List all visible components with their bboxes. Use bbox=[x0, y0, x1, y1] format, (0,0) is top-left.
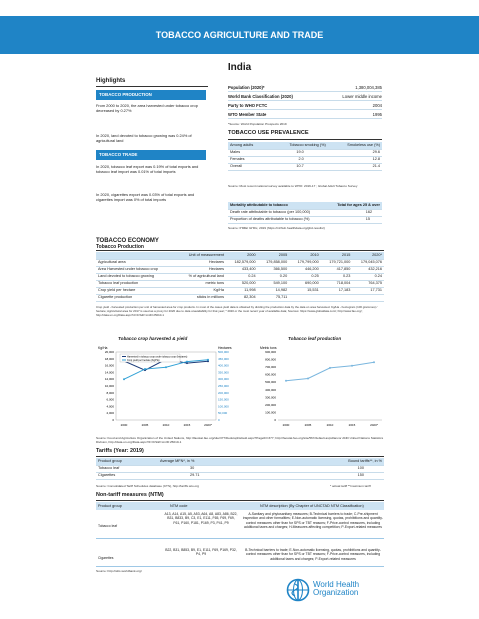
cell: 764,375 bbox=[352, 280, 384, 287]
y-tick-label: 200,000 bbox=[265, 402, 276, 407]
info-label: Population (2020)* bbox=[228, 85, 265, 90]
cell: Cigarette production bbox=[96, 294, 176, 301]
country-name: India bbox=[227, 62, 252, 73]
x-tick-label: 2005 bbox=[304, 423, 312, 427]
cell: 17,731 bbox=[352, 287, 384, 294]
y2-axis-label: Hectares bbox=[218, 346, 232, 350]
y2-tick-label: 300,000 bbox=[218, 377, 229, 382]
econ-header: Unit of measurement bbox=[176, 252, 226, 259]
table-row bbox=[96, 465, 384, 472]
cell: Males bbox=[228, 149, 268, 156]
info-row bbox=[228, 102, 382, 110]
y-tick-label: 18,000 bbox=[104, 356, 114, 361]
ntm-header-2: NTM description (By Chapter of UNCTAD NTM Classification) bbox=[260, 504, 364, 508]
y2-tick-label: 500,000 bbox=[218, 350, 229, 354]
info-value: 1,380,004,385 bbox=[355, 85, 382, 90]
chart-1-title: Tobacco crop harvested & yield bbox=[118, 336, 188, 341]
cell: 0.24 bbox=[352, 273, 384, 280]
x-tick-label: 2020* bbox=[370, 423, 378, 427]
table-row bbox=[228, 163, 382, 170]
x-tick-label: 2015 bbox=[183, 423, 191, 427]
tariff-header-1: Average MFN*, in % bbox=[158, 458, 279, 465]
cell: Area Harvested under tobacco crop bbox=[96, 266, 176, 273]
mortality-note: Source: IHME/ GHDx, 2019 (https://vizhub.healthdata.org/gbd-results/) bbox=[228, 226, 325, 230]
table-row bbox=[228, 209, 382, 216]
prevalence-title: TOBACCO USE PREVALENCE bbox=[228, 130, 309, 136]
cell: 0.24 bbox=[226, 273, 258, 280]
cell: 12.8 bbox=[328, 156, 382, 163]
cell bbox=[352, 294, 384, 301]
divider bbox=[96, 538, 384, 539]
ntm-header-0: Product group bbox=[98, 504, 122, 508]
prev-header-2: Smokeless use (%) bbox=[328, 142, 382, 149]
economy-note: Crop yield - harvested production per unit of harvested area for crop products. In most of the cases yield data is obtained by dividing the production data by the data on area harvested. Kg/Ha - hectogram (100 grammes) / hectare; Agricultural area for 2017 is used as a proxy for 2020 due to data unavailability for that year; * 2020 or the most recent year of available data; Sources: https://www.globaldata.com/; http://www.fao.org/; http://data.un.org/Data.aspx?d=ICS&f=cmID:25010-1 bbox=[96, 305, 378, 317]
data-point bbox=[285, 380, 287, 382]
cell: 433,400 bbox=[226, 266, 258, 273]
table-row bbox=[96, 259, 384, 266]
chart-2-title: Tobacco leaf production bbox=[288, 336, 342, 341]
y-axis-label: Kg/Ha bbox=[98, 346, 108, 350]
divider bbox=[96, 456, 384, 457]
tariffs-footnote: * actual tariff **maximum tariff bbox=[330, 484, 371, 488]
cell: 417,850 bbox=[321, 266, 353, 273]
ntm-header bbox=[96, 502, 384, 510]
y-tick-label: 600,000 bbox=[265, 372, 276, 377]
cell: 21.4 bbox=[328, 163, 382, 170]
x-tick-label: 2010 bbox=[162, 423, 170, 427]
mortality-table bbox=[228, 202, 382, 224]
cell: Females bbox=[228, 156, 268, 163]
info-label: World Bank Classification (2020) bbox=[228, 94, 293, 99]
info-value: 1995 bbox=[372, 112, 382, 117]
y2-tick-label: 200,000 bbox=[218, 390, 229, 395]
prevalence-note: Source: Most recent national survey available to WHO: 2016-17 ; Global Adult Tobacco Survey bbox=[228, 184, 358, 188]
y-tick-label: 100,000 bbox=[265, 410, 276, 415]
table-row bbox=[96, 294, 384, 301]
x-tick-label: 2010 bbox=[326, 423, 334, 427]
cell: 446,200 bbox=[289, 266, 321, 273]
y2-tick-label: 350,000 bbox=[218, 370, 229, 375]
legend-label: Crop yield per hectare (Kg/Ha) bbox=[127, 359, 160, 362]
cell: Death rate attributable to tobacco (per 100,000) bbox=[228, 209, 326, 216]
chart-leaf-production bbox=[256, 342, 386, 432]
y-tick-label: 12,000 bbox=[104, 377, 114, 382]
table-row bbox=[96, 280, 384, 287]
cell: 549,100 bbox=[258, 280, 290, 287]
cell: Crop yield per hectare bbox=[96, 287, 176, 294]
table-row bbox=[96, 266, 384, 273]
ntm-title: Non-tariff measures (NTM) bbox=[96, 492, 164, 498]
y-tick-label: 16,000 bbox=[104, 363, 114, 368]
cell: Agricultural area bbox=[96, 259, 176, 266]
header-title: TOBACCO AGRICULTURE AND TRADE bbox=[155, 30, 324, 40]
y2-tick-label: 50,000 bbox=[218, 411, 228, 416]
y-tick-label: 700,000 bbox=[265, 365, 276, 370]
production-text-2: In 2020, land devoted to tobacco growing was 0.24% of agricultural land bbox=[96, 133, 192, 144]
production-text-1: From 2000 to 2020, the area harvested under tobacco crop decreased by 0.27% bbox=[96, 103, 198, 114]
divider bbox=[96, 500, 384, 501]
info-row bbox=[228, 111, 382, 119]
cell: 182,579,000 bbox=[226, 259, 258, 266]
mort-header-0: Mortality attributable to tobacco bbox=[228, 202, 326, 209]
y-axis-label: Metric tons bbox=[260, 346, 277, 350]
who-emblem-icon bbox=[286, 578, 310, 602]
cell: % of agricultural land bbox=[176, 273, 226, 280]
y-tick-label: 10,000 bbox=[104, 384, 114, 388]
y2-tick-label: 450,000 bbox=[218, 356, 229, 361]
y2-tick-label: 100,000 bbox=[218, 404, 229, 409]
y2-tick-label: 400,000 bbox=[218, 363, 229, 368]
cell: Tobacco leaf bbox=[96, 465, 158, 472]
data-point bbox=[144, 368, 146, 370]
x-tick-label: 2000 bbox=[120, 423, 128, 427]
divider bbox=[96, 250, 384, 251]
cell: 162 bbox=[326, 209, 382, 216]
ntm-group-0: Tobacco leaf bbox=[98, 524, 118, 528]
ntm-header-1: NTM code bbox=[170, 504, 188, 508]
y2-tick-label: 150,000 bbox=[218, 397, 229, 402]
cell: metric tons bbox=[176, 280, 226, 287]
table-row bbox=[96, 472, 384, 479]
table-row bbox=[228, 149, 382, 156]
y-tick-label: 900,000 bbox=[265, 350, 276, 354]
y-tick-label: 8,000 bbox=[106, 390, 114, 395]
who-logo bbox=[286, 578, 386, 604]
data-point bbox=[373, 361, 375, 363]
cell: 15 bbox=[326, 216, 382, 223]
divider bbox=[96, 86, 208, 87]
table-row bbox=[228, 156, 382, 163]
table-row bbox=[228, 216, 382, 223]
prevalence-table bbox=[228, 142, 382, 171]
y-tick-label: 2,000 bbox=[106, 411, 114, 416]
ntm-code-1: B22, B31, B853, B9, E1, E111, F69, P169, P32, P4, P9 bbox=[165, 548, 237, 557]
table-row bbox=[96, 287, 384, 294]
y-tick-label: 4,000 bbox=[106, 404, 114, 409]
data-point bbox=[165, 366, 167, 368]
data-point bbox=[186, 361, 188, 363]
cell: Land devoted to tobacco growing bbox=[96, 273, 176, 280]
legend-label: Harvested in tobacco crop under tobacco crop (hectares) bbox=[127, 355, 188, 359]
mort-header-1: Total for ages 25 & over bbox=[326, 202, 382, 209]
economy-title: TOBACCO ECONOMY bbox=[96, 238, 159, 244]
x-tick-label: 2000 bbox=[282, 423, 290, 427]
who-logo-line2: Organization bbox=[313, 588, 359, 598]
trade-text-1: In 2020, tobacco leaf export was 0.19% of total exports and tobacco leaf import was 0.01% of total imports bbox=[96, 164, 199, 175]
ntm-source: Source: http://wits.worldbank.org/ bbox=[96, 569, 142, 573]
data-point bbox=[329, 367, 331, 369]
production-label: TOBACCO PRODUCTION bbox=[96, 90, 206, 100]
cell: 0.25 bbox=[289, 273, 321, 280]
y2-tick-label: 0 bbox=[218, 418, 220, 422]
x-tick-label: 2020* bbox=[204, 423, 212, 427]
ntm-group-1: Cigarettes bbox=[98, 556, 114, 560]
x-tick-label: 2005 bbox=[141, 423, 149, 427]
who-logo-line1: World Health bbox=[313, 580, 360, 589]
econ-header: 2005 bbox=[258, 252, 290, 259]
cell: 15,531 bbox=[289, 287, 321, 294]
cell: 179,045,076 bbox=[352, 259, 384, 266]
info-row bbox=[228, 84, 382, 92]
cell: 0.20 bbox=[258, 273, 290, 280]
x-tick-label: 2015 bbox=[348, 423, 356, 427]
cell: 366,500 bbox=[258, 266, 290, 273]
cell: Hectares bbox=[176, 266, 226, 273]
cell: 17,183 bbox=[321, 287, 353, 294]
cell bbox=[321, 294, 353, 301]
y-tick-label: 500,000 bbox=[265, 380, 276, 385]
tariff-header-2: Bound tariffs**, in % bbox=[279, 458, 384, 465]
econ-header: 2010 bbox=[289, 252, 321, 259]
econ-header: 2015 bbox=[321, 252, 353, 259]
y-tick-label: 6,000 bbox=[106, 397, 114, 402]
chart-source: Source: Food and Agriculture Organization of the United Nations, http://faostat.fao.org/site/377/DesktopDefault.aspx?PageID=377; http://faostat.fao.org/site/567/default.aspx#ancor AND United Nations Statistics Division, http://data.un.org/Data.aspx?d=ICS&f=cmID:25010-1 bbox=[96, 436, 384, 445]
y-tick-label: 300,000 bbox=[265, 395, 276, 400]
cell: 29.71 bbox=[158, 472, 279, 479]
tariffs-title: Tariffs (Year: 2019) bbox=[96, 448, 144, 454]
y-tick-label: 0 bbox=[112, 418, 114, 422]
tariffs-source: Source: Consolidated Tariff Schedules database (CTS), http://tariffs.wto.org bbox=[96, 484, 200, 488]
trade-label: TOBACCO TRADE bbox=[96, 150, 206, 160]
cell: Overall bbox=[228, 163, 268, 170]
y-tick-label: 0 bbox=[274, 418, 276, 422]
cell: 432,216 bbox=[352, 266, 384, 273]
table-row bbox=[96, 273, 384, 280]
cell: Cigarettes bbox=[96, 472, 158, 479]
cell: 690,000 bbox=[289, 280, 321, 287]
tariff-header-0: Product group bbox=[96, 458, 158, 465]
cell: 30 bbox=[158, 465, 279, 472]
cell: 179,799,000 bbox=[289, 259, 321, 266]
y-tick-label: 400,000 bbox=[265, 387, 276, 392]
y-tick-label: 20,000 bbox=[104, 350, 114, 354]
y-tick-label: 14,000 bbox=[104, 370, 114, 375]
cell bbox=[289, 294, 321, 301]
y-tick-label: 800,000 bbox=[265, 357, 276, 362]
cell: 19.0 bbox=[268, 149, 328, 156]
chart-crop-harvested-yield bbox=[96, 342, 242, 432]
divider bbox=[228, 139, 382, 140]
cell: 82,304 bbox=[226, 294, 258, 301]
cell: 718,004 bbox=[321, 280, 353, 287]
cell: 520,000 bbox=[226, 280, 258, 287]
info-label: Party to WHO FCTC bbox=[228, 103, 268, 108]
cell: 179,721,000 bbox=[321, 259, 353, 266]
info-label: WTO Member State bbox=[228, 112, 267, 117]
cell: 75,711 bbox=[258, 294, 290, 301]
cell: Hectares bbox=[176, 259, 226, 266]
economy-subtitle: Tobacco Production bbox=[96, 244, 144, 250]
data-point bbox=[351, 365, 353, 367]
cell: 2.0 bbox=[268, 156, 328, 163]
who-logo-text bbox=[313, 581, 359, 598]
highlights-title: Highlights bbox=[96, 78, 126, 84]
info-note: *Source: World Population Prospects 2019 bbox=[228, 122, 287, 126]
cell: 150 bbox=[279, 472, 384, 479]
prev-header-1: Tobacco smoking (%) bbox=[268, 142, 328, 149]
cell: Tobacco leaf production bbox=[96, 280, 176, 287]
info-value: Lower middle income bbox=[342, 94, 382, 99]
ntm-desc-0: A-Sanitary and phytosanitary measures; B-Technical barriers to trade; C-Pre-shipment inspection and other formalities; E-Non-automatic licensing, quotas, prohibitions and quantity-control measures other than for SPS or TBT reasons; F-Price-control measures, including additional taxes and charges; H-Measures affecting competition; P-Export-related measures bbox=[242, 512, 384, 530]
info-row bbox=[228, 93, 382, 101]
cell: 0.23 bbox=[321, 273, 353, 280]
cell: 29.6 bbox=[328, 149, 382, 156]
series-line-0 bbox=[286, 362, 374, 380]
cell: 179,858,000 bbox=[258, 259, 290, 266]
prev-header-0: Among adults bbox=[228, 142, 268, 149]
tariffs-table bbox=[96, 458, 384, 480]
cell: sticks in millions bbox=[176, 294, 226, 301]
data-point bbox=[307, 378, 309, 380]
cell: Kg/Ha bbox=[176, 287, 226, 294]
cell: Proportion of deaths attributable to tobacco (%) bbox=[228, 216, 326, 223]
econ-header: 2020* bbox=[352, 252, 384, 259]
data-point bbox=[207, 359, 209, 361]
cell: 11,998 bbox=[226, 287, 258, 294]
production-table bbox=[96, 252, 384, 302]
ntm-code-0: A13, A14, A15, A5, A53, A64, A8, A83, A86, B22, B31, B833, B9, C3, E1, E111, F65, F69, F69, F61, P160, P181, P169, P3, P41, P9 bbox=[164, 512, 238, 525]
y2-tick-label: 250,000 bbox=[218, 384, 229, 388]
econ-header-blank bbox=[96, 252, 176, 259]
cell: 100 bbox=[279, 465, 384, 472]
divider bbox=[96, 566, 384, 567]
ntm-desc-1: B-Technical barriers to trade; E-Non-automatic licensing, quotas, prohibitions and quantity-control measures other than for SPS or TBT reasons; F-Price-control measures, including additional taxes and charges; P-Export-related measures bbox=[245, 548, 381, 561]
info-value: 2004 bbox=[372, 103, 382, 108]
data-point bbox=[123, 378, 125, 380]
page-header bbox=[0, 16, 479, 54]
econ-header: 2000 bbox=[226, 252, 258, 259]
trade-text-2: In 2020, cigarettes export was 0.03% of total exports and cigarettes import was 0% of total imports bbox=[96, 192, 195, 203]
cell: 14,982 bbox=[258, 287, 290, 294]
cell: 10.7 bbox=[268, 163, 328, 170]
